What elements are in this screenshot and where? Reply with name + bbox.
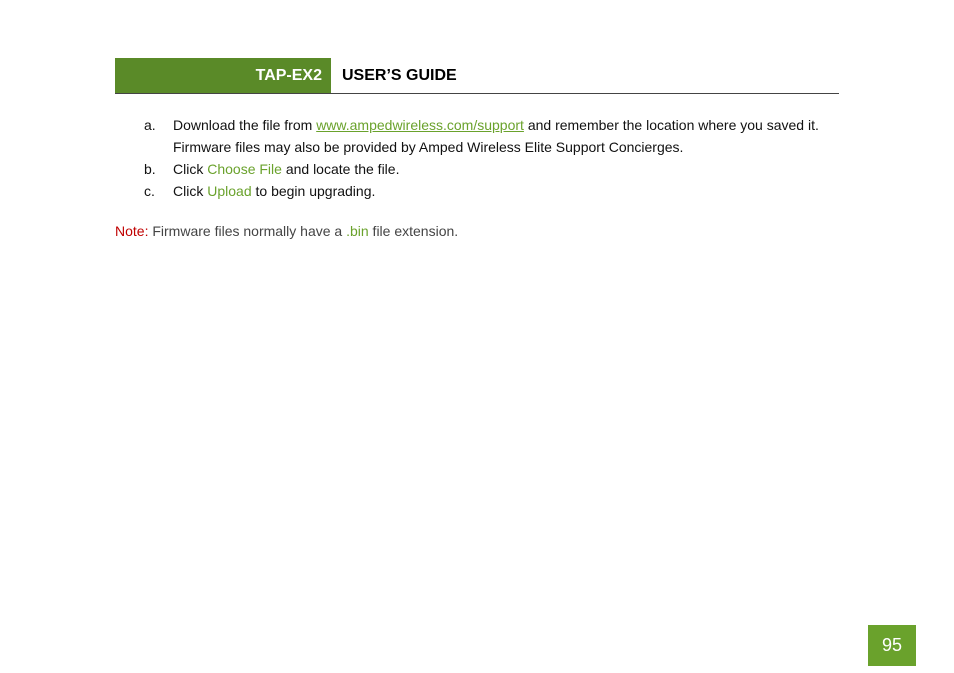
step-item — [144, 158, 824, 180]
step-text-part: to begin upgrading. — [251, 183, 376, 199]
note-label: Note: — [115, 223, 149, 239]
bin-extension: .bin — [346, 223, 369, 239]
step-text — [173, 158, 824, 180]
page-number-badge — [868, 625, 916, 666]
support-link[interactable]: www.ampedwireless.com/support — [316, 117, 524, 133]
product-name: TAP-EX2 — [255, 66, 322, 84]
note-paragraph — [115, 221, 458, 241]
page-header — [115, 58, 839, 94]
step-marker: b. — [144, 161, 156, 177]
step-text — [173, 180, 824, 202]
step-text-part: and locate the file. — [281, 161, 400, 177]
step-list — [144, 114, 824, 202]
note-text-part: file extension. — [368, 223, 459, 239]
step-text-part: and remember the location where you saved it. Firmware files may also be provided by Amped Wireless Elite Support Concierges. — [173, 117, 819, 155]
step-item — [144, 180, 824, 202]
guide-title: USER’S GUIDE — [342, 66, 457, 84]
page-number: 95 — [881, 635, 903, 655]
choose-file-reference: Choose File — [207, 161, 282, 177]
step-text-part: Click — [173, 161, 208, 177]
note-text-part: Firmware files normally have a — [148, 223, 347, 239]
step-text-part: Click — [173, 183, 208, 199]
upload-reference: Upload — [207, 183, 252, 199]
step-item — [144, 114, 824, 158]
step-text-part: Download the file from — [173, 117, 317, 133]
step-marker: a. — [144, 117, 156, 133]
product-name-banner — [115, 58, 331, 93]
header-divider — [115, 93, 839, 94]
step-marker: c. — [144, 183, 155, 199]
step-text — [173, 114, 824, 158]
